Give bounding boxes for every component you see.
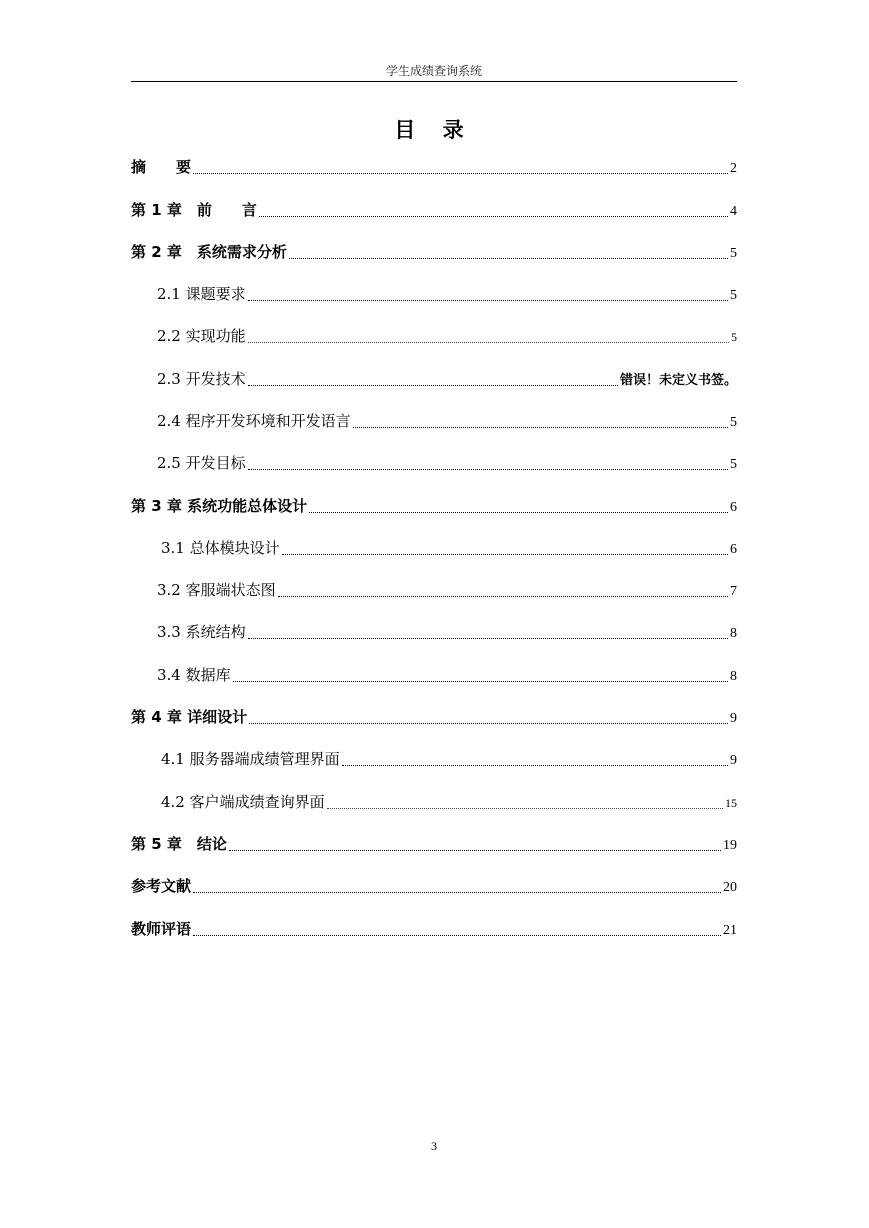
toc-entry-page: 8 — [730, 669, 737, 684]
dot-leader — [249, 723, 728, 724]
toc-entry-label: 摘 要 — [131, 158, 192, 176]
toc-entry-page: 21 — [723, 923, 737, 938]
toc-entry-page: 5 — [731, 330, 737, 344]
toc-entry-label: 第 2 章 系统需求分析 — [131, 243, 287, 261]
toc-entry-label: 第 4 章 详细设计 — [131, 708, 248, 726]
dot-leader — [327, 808, 723, 809]
dot-leader — [248, 469, 728, 470]
toc-entry-label: 2.1 课题要求 — [157, 285, 246, 303]
toc-entry-section-3-4[interactable] — [157, 664, 737, 686]
dot-leader — [248, 342, 729, 343]
toc-entry-teacher-comments[interactable] — [131, 918, 737, 940]
toc-entry-section-4-2[interactable] — [161, 791, 737, 813]
dot-leader — [233, 681, 728, 682]
dot-leader — [259, 216, 728, 217]
toc-entry-section-2-5[interactable] — [157, 452, 737, 474]
toc-entry-page: 4 — [730, 204, 737, 219]
toc-entry-label: 3.3 系统结构 — [157, 623, 246, 641]
toc-entry-chapter-3[interactable] — [131, 495, 737, 517]
dot-leader — [278, 596, 728, 597]
toc-entry-page: 20 — [723, 880, 737, 895]
toc-entry-label: 2.5 开发目标 — [157, 454, 246, 472]
dot-leader — [193, 892, 721, 893]
toc-entry-page: 19 — [723, 838, 737, 853]
toc-entry-label: 3.2 客服端状态图 — [157, 581, 276, 599]
toc-entry-chapter-2[interactable] — [131, 241, 737, 263]
toc-entry-label: 2.2 实现功能 — [157, 327, 246, 345]
toc-entry-page: 2 — [730, 161, 737, 176]
toc-entry-label: 4.2 客户端成绩查询界面 — [161, 793, 325, 811]
toc-entry-page: 5 — [730, 415, 737, 430]
toc-entry-label: 3.1 总体模块设计 — [161, 539, 280, 557]
dot-leader — [353, 427, 728, 428]
dot-leader — [289, 258, 728, 259]
toc-entry-section-3-1[interactable] — [161, 537, 737, 559]
page-number: 3 — [431, 1139, 437, 1153]
toc-entry-page: 5 — [730, 246, 737, 261]
toc-entry-label: 教师评语 — [131, 920, 192, 938]
toc-entry-chapter-1[interactable] — [131, 199, 737, 221]
toc-entry-page: 15 — [725, 796, 737, 810]
toc-entry-page: 6 — [730, 542, 737, 557]
toc-entry-section-4-1[interactable] — [161, 748, 737, 770]
toc-entry-label: 2.3 开发技术 — [157, 370, 246, 388]
toc-entry-references[interactable] — [131, 875, 737, 897]
toc-entry-label: 2.4 程序开发环境和开发语言 — [157, 412, 351, 430]
toc-entry-chapter-5[interactable] — [131, 833, 737, 855]
toc-entry-page: 9 — [730, 753, 737, 768]
dot-leader — [193, 173, 728, 174]
running-header: 学生成绩查询系统 — [385, 64, 482, 78]
dot-leader — [248, 385, 618, 386]
dot-leader — [248, 638, 728, 639]
toc-entry-page: 9 — [730, 711, 737, 726]
toc-entry-section-3-3[interactable] — [157, 621, 737, 643]
toc-entry-page: 7 — [730, 584, 737, 599]
toc-entry-page: 8 — [730, 626, 737, 641]
toc-entry-section-2-3[interactable] — [157, 368, 737, 390]
toc-entry-label: 第 3 章 系统功能总体设计 — [131, 497, 308, 515]
toc-entry-section-2-1[interactable] — [157, 283, 737, 305]
toc-entry-label: 4.1 服务器端成绩管理界面 — [161, 750, 340, 768]
toc-entry-section-2-2[interactable] — [157, 325, 737, 347]
toc-entry-page-error: 错误！未定义书签。 — [619, 373, 737, 388]
toc-title: 目 录 — [394, 118, 474, 142]
toc-entry-page: 5 — [730, 457, 737, 472]
toc-entry-section-3-2[interactable] — [157, 579, 737, 601]
dot-leader — [342, 765, 728, 766]
toc-entry-label: 参考文献 — [131, 877, 192, 895]
toc-entry-abstract[interactable] — [131, 156, 737, 178]
dot-leader — [282, 554, 728, 555]
toc-entry-chapter-4[interactable] — [131, 706, 737, 728]
toc-entry-label: 第 5 章 结论 — [131, 835, 227, 853]
dot-leader — [229, 850, 721, 851]
toc-entry-page: 5 — [730, 288, 737, 303]
dot-leader — [193, 935, 721, 936]
dot-leader — [248, 300, 728, 301]
toc-entry-page: 6 — [730, 500, 737, 515]
toc-entry-section-2-4[interactable] — [157, 410, 737, 432]
dot-leader — [309, 512, 728, 513]
toc-entry-label: 3.4 数据库 — [157, 666, 231, 684]
toc-entry-label: 第 1 章 前 言 — [131, 201, 257, 219]
